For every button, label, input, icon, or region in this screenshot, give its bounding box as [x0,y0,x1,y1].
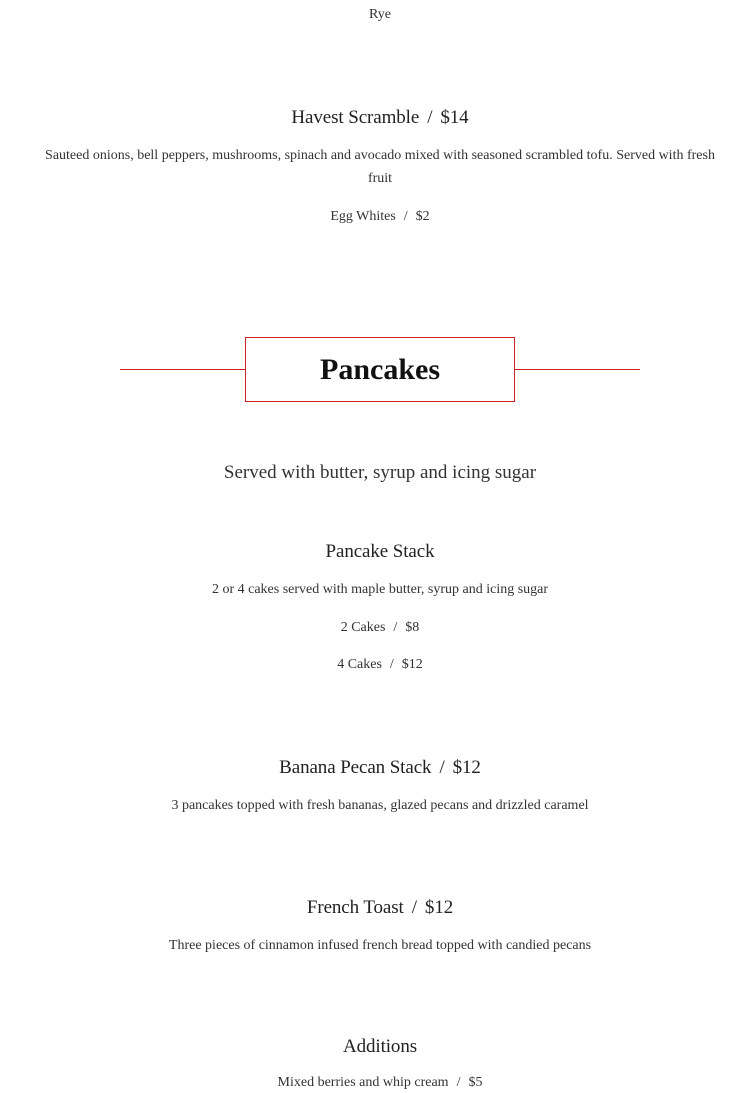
item-description: 3 pancakes topped with fresh bananas, glazed pecans and drizzled caramel [171,798,589,813]
menu-item-title [0,897,750,919]
item-name: French Toast [306,897,404,918]
menu-item-title [0,757,750,779]
section-note: Served with butter, syrup and icing sugar [223,462,537,483]
bread-option-rye: Rye [369,7,391,22]
item-price: $14 [440,107,469,128]
option-price: $12 [401,657,423,672]
item-option [0,657,750,673]
section-divider-left [120,369,246,370]
addition-item [0,1075,750,1091]
item-name: Havest Scramble [291,107,420,128]
item-description: 2 or 4 cakes served with maple butter, syrup and icing sugar [211,582,549,597]
item-name: Pancake Stack [325,541,435,562]
option-name: 2 Cakes [340,620,386,635]
item-description: Three pieces of cinnamon infused french bread topped with candied pecans [168,938,592,953]
price-separator: / [411,897,417,918]
item-name: Banana Pecan Stack [279,757,432,778]
price-separator: / [456,1075,461,1090]
item-addon [0,209,750,225]
item-option [0,620,750,636]
item-price: $12 [424,897,454,918]
addition-name: Mixed berries and whip cream [277,1075,449,1090]
option-name: 4 Cakes [337,657,382,672]
section-divider-right [514,369,640,370]
price-separator: / [427,107,433,128]
additions-title: Additions [342,1036,418,1057]
addon-name: Egg Whites [330,209,396,224]
addition-price: $5 [468,1075,483,1090]
item-description: Sauteed onions, bell peppers, mushrooms, spinach and avocado mixed with seasoned scrambled tofu. Served with fresh fruit [45,148,715,186]
option-price: $8 [405,620,420,635]
section-title: Pancakes [320,352,440,386]
price-separator: / [389,657,394,672]
price-separator: / [393,620,398,635]
menu-item-title [0,107,750,129]
price-separator: / [403,209,408,224]
menu-item-title [0,541,750,563]
price-separator: / [439,757,445,778]
addon-price: $2 [415,209,430,224]
section-header-box [245,337,515,402]
item-price: $12 [452,757,481,778]
